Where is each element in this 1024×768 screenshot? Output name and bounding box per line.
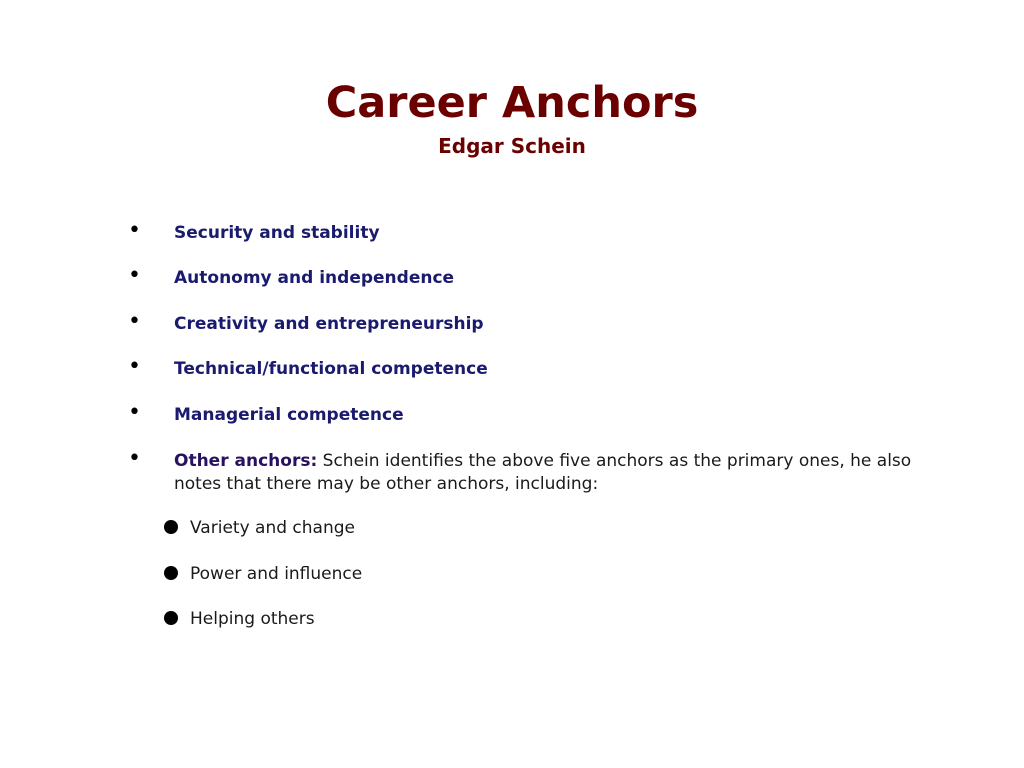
sub-bullet-text: Variety and change [190, 518, 355, 538]
bullet-text: Managerial competence [174, 405, 404, 425]
bullet-marker: • [128, 263, 141, 288]
sub-bullet-marker [164, 566, 178, 580]
bullet-marker: • [128, 354, 141, 379]
bullet-marker: • [128, 446, 141, 471]
bullet-lead: Other anchors: [174, 451, 318, 471]
bullet-text: Autonomy and independence [174, 268, 455, 288]
bullet-text: Technical/functional competence [174, 359, 488, 379]
slide-title: Career Anchors [325, 78, 699, 128]
bullet-marker: • [128, 218, 141, 243]
bullet-text [174, 450, 924, 496]
sub-bullet-text: Helping others [190, 609, 315, 629]
bullet-body: Schein identifies the above five anchors as the primary ones, he also notes that there may be other anchors, including: [174, 451, 912, 494]
sub-bullet-marker [164, 611, 178, 625]
bullet-text: Security and stability [174, 223, 380, 243]
bullet-marker: • [128, 400, 141, 425]
sub-bullet-text: Power and influence [190, 564, 363, 584]
slide-subtitle: Edgar Schein [438, 134, 586, 158]
bullet-marker: • [128, 309, 141, 334]
bullet-text: Creativity and entrepreneurship [174, 314, 484, 334]
sub-bullet-marker [164, 520, 178, 534]
